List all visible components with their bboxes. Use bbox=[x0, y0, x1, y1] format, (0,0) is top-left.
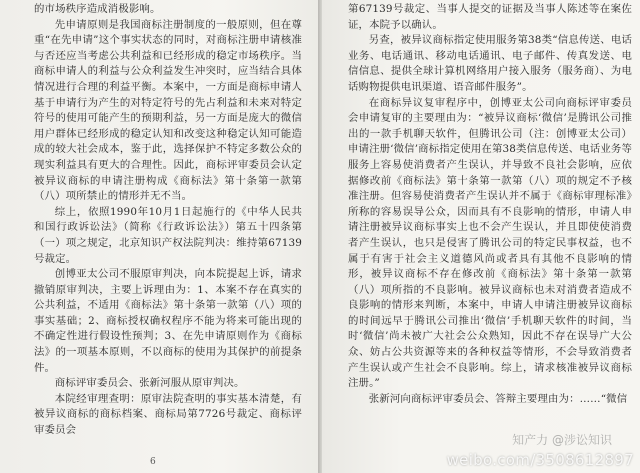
paragraph: 综上，依照1990年10月1日起施行的《中华人民共和国行政诉讼法》（简称《行政诉讼法》）第五十四条第（一）项之规定，北京知识产权法院判决：维持第67139号裁定。 bbox=[34, 205, 302, 265]
paragraph: 张新河向商标评审委员会、答辩主要理由为：……“微信 bbox=[368, 392, 628, 405]
paragraph: 第67139号裁定、当事人提交的证据及当事人陈述等在案佐证，本院予以确认。 bbox=[348, 3, 632, 31]
watermark-url: weibo.com/3508612897 bbox=[446, 451, 634, 469]
paragraph: 的市场秩序造成消极影响。 bbox=[34, 3, 161, 15]
left-page bbox=[0, 0, 318, 473]
left-page-text bbox=[34, 2, 302, 439]
paragraph: 在商标异议复审程序中，创博亚太公司向商标评审委员会申请复审的主要理由为：“被异议商标‘微信’是腾讯公司推出的一款手机聊天软件，但腾讯公司（注：创博亚太公司）申请注册‘微信’商标指定使用在第38类信息传送、电话业务等服务上容易使消费者产生误认，并导致不良社会影响，应依据修改前《商标法》第十条第一款第（八）项的规定不予核准注册。但容易使消费者产生误认并不属于《商标审理标准》所称的容易误导公众，因而具有不良影响的情形，申请人申请注册被异议商标事实上也不会产生误认，并且即使使消费者产生误认，也只是侵害了腾讯公司的特定民事权益，也不属于有害于社会主义道德风尚或者具有其他不良影响的情形，被异议商标不存在修改前《商标法》第十条第一款第（八）项所指的不良影响。被异议商标也未对消费者造成不良影响的情形来判断，本案中，申请人申请注册被异议商标的时间远早于腾讯公司推出‘微信’手机聊天软件的时间，当时‘微信’尚未被广大社会公众熟知，因此不存在误导广大公众、妨占公共资源等来的各种权益等情形，不会导致消费者产生误认或产生社会不良影响。综上，请求核准被异议商标注册。” bbox=[348, 96, 632, 390]
paragraph: 另查，被异议商标指定使用服务第38类“信息传送、电话业务、电话通讯、移动电话通讯、电子邮件、传真发送、电信信息、提供全球计算机网络用户接入服务（服务商）、为电话购物提供电讯渠道、语音邮件服务”。 bbox=[348, 34, 632, 93]
paragraph: 先申请原则是我国商标注册制度的一般原则，但在尊重“在先申请”这个事实状态的同时，对商标注册申请核准与否还应当考虑公共利益和已经形成的稳定市场秩序。当商标申请人的利益与公众利益发生冲突时，应当结合具体情况进行合理的利益平衡。本案中，一方面是商标申请人基于申请行为产生的对特定符号的先占利益和未来对特定符号的使用可能产生的预期利益，另一方面是庞大的微信用户群体已经形成的稳定认知和改变这种稳定认知可能造成的较大社会成本，鉴于此，选择保护不特定多数公众的现实利益具有更大的合理性。因此，商标评审委员会认定被异议商标的申请注册构成《商标法》第十条第一款第（八）项所禁止的情形并无不当。 bbox=[34, 18, 302, 203]
paragraph: 创博亚太公司不服原审判决，向本院提起上诉，请求撤销原审判决，主要上诉理由为：1、本案不存在真实的公共利益，不适用《商标法》第十条第一款第（八）项的事实基础；2、商标授权确权程序不能为将来可能出现的不确定性进行假设性预判；3、在先申请原则作为《商标法》的一项基本原则，不以商标的使用为其保护的前提条件。 bbox=[34, 268, 302, 374]
paragraph: 本院经审理查明：原审法院查明的事实基本清楚，有被异议商标的商标档案、商标局第7726号裁定、商标评审委员会 bbox=[34, 392, 302, 437]
watermark-logo: 知产力 @涉讼知识 bbox=[512, 433, 612, 447]
page-number: 6 bbox=[150, 457, 156, 467]
paragraph: 商标评审委员会、张新河服从原审判决。 bbox=[54, 377, 245, 390]
right-page-text bbox=[348, 2, 632, 407]
right-page bbox=[322, 0, 640, 473]
